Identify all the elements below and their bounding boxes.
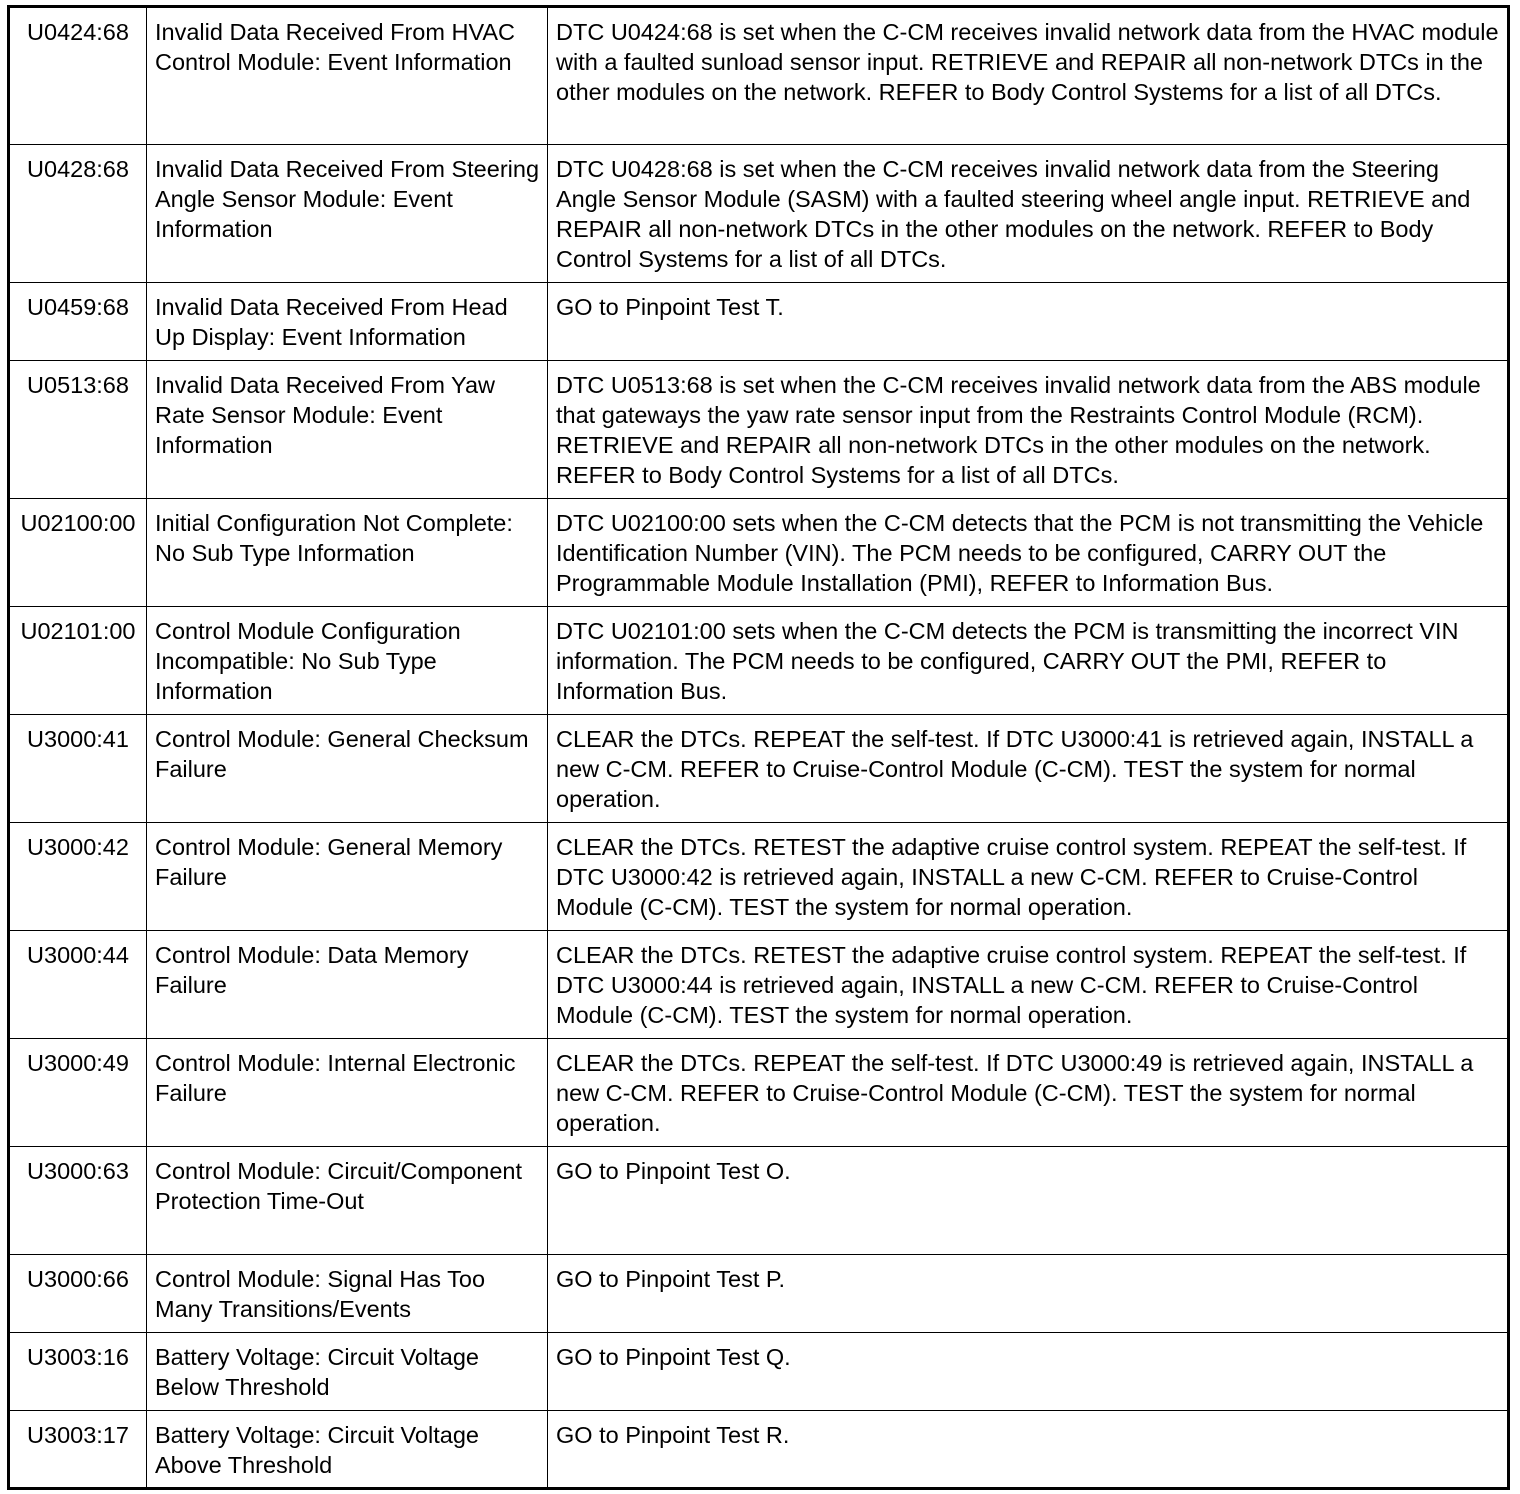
dtc-description-cell: Invalid Data Received From HVAC Control Module: Event Information: [147, 7, 548, 145]
table-row: [9, 283, 1509, 361]
dtc-code-cell: U0424:68: [9, 7, 147, 145]
table-row: [9, 145, 1509, 283]
dtc-action-cell: GO to Pinpoint Test P.: [548, 1255, 1509, 1333]
dtc-code-cell: U3000:41: [9, 715, 147, 823]
dtc-action-cell: DTC U0424:68 is set when the C-CM receives invalid network data from the HVAC module with a faulted sunload sensor input. RETRIEVE and REPAIR all non-network DTCs in the other modules on the network. REFER to Body Control Systems for a list of all DTCs.: [548, 7, 1509, 145]
dtc-code-cell: U0513:68: [9, 361, 147, 499]
table-row: [9, 361, 1509, 499]
dtc-action-cell: GO to Pinpoint Test O.: [548, 1147, 1509, 1255]
dtc-description-cell: Control Module: Data Memory Failure: [147, 931, 548, 1039]
dtc-code-cell: U3000:44: [9, 931, 147, 1039]
dtc-action-cell: DTC U02100:00 sets when the C-CM detects that the PCM is not transmitting the Vehicle Identification Number (VIN). The PCM needs to be configured, CARRY OUT the Programmable Module Installation (PMI), REFER to Information Bus.: [548, 499, 1509, 607]
dtc-code-cell: U0459:68: [9, 283, 147, 361]
dtc-code-cell: U02100:00: [9, 499, 147, 607]
dtc-description-cell: Control Module: Internal Electronic Failure: [147, 1039, 548, 1147]
dtc-action-cell: GO to Pinpoint Test R.: [548, 1411, 1509, 1489]
table-row: [9, 823, 1509, 931]
dtc-code-cell: U02101:00: [9, 607, 147, 715]
dtc-action-cell: GO to Pinpoint Test Q.: [548, 1333, 1509, 1411]
dtc-code-cell: U3003:17: [9, 1411, 147, 1489]
dtc-code-cell: U3000:66: [9, 1255, 147, 1333]
dtc-description-cell: Battery Voltage: Circuit Voltage Above Threshold: [147, 1411, 548, 1489]
table-row: [9, 715, 1509, 823]
dtc-description-cell: Invalid Data Received From Head Up Display: Event Information: [147, 283, 548, 361]
dtc-action-cell: DTC U02101:00 sets when the C-CM detects the PCM is transmitting the incorrect VIN information. The PCM needs to be configured, CARRY OUT the PMI, REFER to Information Bus.: [548, 607, 1509, 715]
dtc-action-cell: GO to Pinpoint Test T.: [548, 283, 1509, 361]
table-row: [9, 607, 1509, 715]
table-row: [9, 931, 1509, 1039]
table-row: [9, 7, 1509, 145]
dtc-description-cell: Invalid Data Received From Steering Angle Sensor Module: Event Information: [147, 145, 548, 283]
table-row: [9, 1039, 1509, 1147]
dtc-description-cell: Invalid Data Received From Yaw Rate Sensor Module: Event Information: [147, 361, 548, 499]
table-row: [9, 1333, 1509, 1411]
dtc-code-cell: U0428:68: [9, 145, 147, 283]
dtc-description-cell: Control Module: Signal Has Too Many Transitions/Events: [147, 1255, 548, 1333]
table-row: [9, 499, 1509, 607]
dtc-action-cell: CLEAR the DTCs. REPEAT the self-test. If DTC U3000:41 is retrieved again, INSTALL a new C-CM. REFER to Cruise-Control Module (C-CM). TEST the system for normal operation.: [548, 715, 1509, 823]
dtc-action-cell: CLEAR the DTCs. RETEST the adaptive cruise control system. REPEAT the self-test. If DTC U3000:42 is retrieved again, INSTALL a new C-CM. REFER to Cruise-Control Module (C-CM). TEST the system for normal operation.: [548, 823, 1509, 931]
dtc-description-cell: Battery Voltage: Circuit Voltage Below Threshold: [147, 1333, 548, 1411]
dtc-action-cell: CLEAR the DTCs. REPEAT the self-test. If DTC U3000:49 is retrieved again, INSTALL a new C-CM. REFER to Cruise-Control Module (C-CM). TEST the system for normal operation.: [548, 1039, 1509, 1147]
dtc-description-cell: Control Module: General Memory Failure: [147, 823, 548, 931]
dtc-description-cell: Initial Configuration Not Complete: No Sub Type Information: [147, 499, 548, 607]
dtc-action-cell: DTC U0513:68 is set when the C-CM receives invalid network data from the ABS module that gateways the yaw rate sensor input from the Restraints Control Module (RCM). RETRIEVE and REPAIR all non-network DTCs in the other modules on the network. REFER to Body Control Systems for a list of all DTCs.: [548, 361, 1509, 499]
dtc-action-cell: CLEAR the DTCs. RETEST the adaptive cruise control system. REPEAT the self-test. If DTC U3000:44 is retrieved again, INSTALL a new C-CM. REFER to Cruise-Control Module (C-CM). TEST the system for normal operation.: [548, 931, 1509, 1039]
table-row: [9, 1255, 1509, 1333]
dtc-code-cell: U3000:49: [9, 1039, 147, 1147]
dtc-code-cell: U3003:16: [9, 1333, 147, 1411]
table-row: [9, 1411, 1509, 1489]
dtc-table: [7, 5, 1510, 1490]
table-row: [9, 1147, 1509, 1255]
dtc-description-cell: Control Module Configuration Incompatible: No Sub Type Information: [147, 607, 548, 715]
dtc-action-cell: DTC U0428:68 is set when the C-CM receives invalid network data from the Steering Angle Sensor Module (SASM) with a faulted steering wheel angle input. RETRIEVE and REPAIR all non-network DTCs in the other modules on the network. REFER to Body Control Systems for a list of all DTCs.: [548, 145, 1509, 283]
dtc-code-cell: U3000:63: [9, 1147, 147, 1255]
dtc-description-cell: Control Module: Circuit/Component Protection Time-Out: [147, 1147, 548, 1255]
dtc-code-cell: U3000:42: [9, 823, 147, 931]
dtc-table-body: [9, 7, 1509, 1489]
dtc-description-cell: Control Module: General Checksum Failure: [147, 715, 548, 823]
